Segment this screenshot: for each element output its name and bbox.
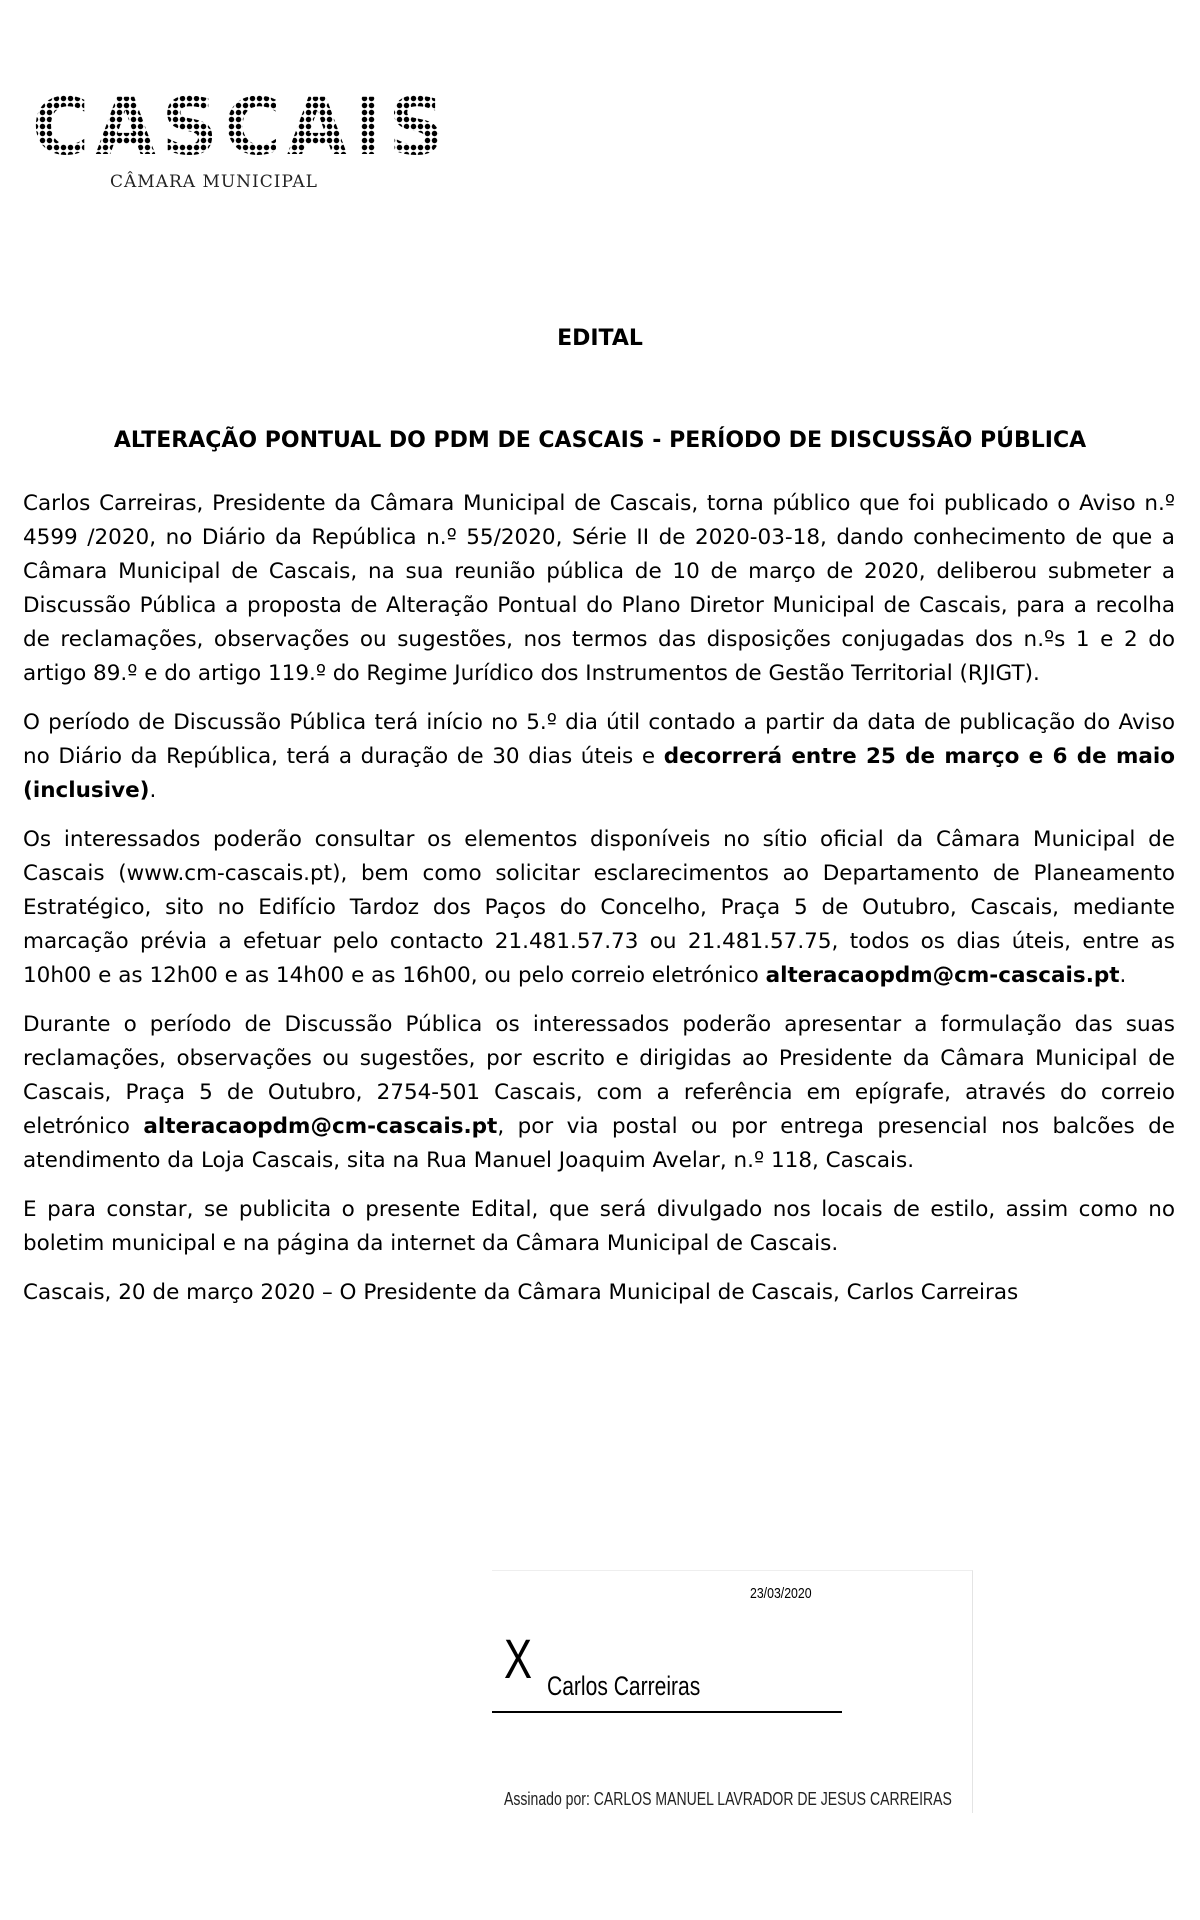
- email-link: alteracaopdm@cm-cascais.pt: [143, 1114, 498, 1139]
- signed-by-text: Assinado por: CARLOS MANUEL LAVRADOR DE JESUS CARREIRAS: [504, 1789, 952, 1809]
- paragraph-period-end: .: [149, 778, 157, 803]
- document-subtitle: ALTERAÇÃO PONTUAL DO PDM DE CASCAIS - PERÍODO DE DISCUSSÃO PÚBLICA: [113, 428, 1087, 453]
- paragraph-period: [23, 706, 1175, 808]
- paragraph-submissions-text: Durante o período de Discussão Pública os interessados poderão apresentar a formulação das suas reclamações, observações ou sugestões, por escrito e dirigidas ao Presidente da Câmara Municipal de Cascais, Praça 5 de Outubro, 2754-501 Cascais, com a referência em epígrafe, através do correio eletrónico: [23, 1012, 1175, 1139]
- paragraph-submissions-end: , por via postal ou por entrega presencial nos balcões de atendimento da Loja Cascais, sita na Rua Manuel Joaquim Avelar, n.º 118, Cascais.: [23, 1114, 1175, 1173]
- signature-name: Carlos Carreiras: [547, 1671, 701, 1701]
- logo-wordmark: CASCAIS: [32, 83, 451, 173]
- signature-line: [492, 1711, 842, 1713]
- paragraph-period-text: O período de Discussão Pública terá início no 5.º dia útil contado a partir da data de publicação do Aviso no Diário da República, terá a duração de 30 dias úteis e: [23, 710, 1175, 769]
- paragraph-consultation-text: Os interessados poderão consultar os elementos disponíveis no sítio oficial da Câmara Municipal de Cascais (www.cm-cascais.pt), bem como solicitar esclarecimentos ao Departamento de Planeamento Estratégico, sito no Edifício Tardoz dos Paços do Concelho, Praça 5 de Outubro, Cascais, mediante marcação prévia a efetuar pelo contacto 21.481.57.73 ou 21.481.57.75, todos os dias úteis, entre as 10h00 e as 12h00 e as 14h00 e as 16h00, ou pelo correio eletrónico: [23, 827, 1175, 988]
- digital-signature-box: [492, 1570, 973, 1813]
- paragraph-announcement: Carlos Carreiras, Presidente da Câmara Municipal de Cascais, torna público que foi publicado o Aviso n.º 4599 /2020, no Diário da República n.º 55/2020, Série II de 2020-03-18, dando conhecimento de que a Câmara Municipal de Cascais, na sua reunião pública de 10 de março de 2020, deliberou submeter a Discussão Pública a proposta de Alteração Pontual do Plano Diretor Municipal de Cascais, para a recolha de reclamações, observações ou sugestões, nos termos das disposições conjugadas dos n.ºs 1 e 2 do artigo 89.º e do artigo 119.º do Regime Jurídico dos Instrumentos de Gestão Territorial (RJIGT).: [23, 491, 1175, 686]
- signature-date: 23/03/2020: [750, 1585, 812, 1602]
- document-title: EDITAL: [557, 326, 643, 351]
- document-body: [23, 487, 1175, 1325]
- logo-subtitle: CÂMARA MUNICIPAL: [110, 172, 318, 192]
- paragraph-consultation-end: .: [1119, 963, 1127, 988]
- paragraph-date-signatory: Cascais, 20 de março 2020 – O Presidente da Câmara Municipal de Cascais, Carlos Carreiras: [23, 1280, 1019, 1305]
- period-dates: decorrerá entre 25 de março e 6 de maio (inclusive): [23, 744, 1175, 803]
- paragraph-consultation: [23, 823, 1175, 993]
- cascais-logo: [32, 83, 451, 198]
- email-link: alteracaopdm@cm-cascais.pt: [765, 963, 1120, 988]
- paragraph-submissions: [23, 1008, 1175, 1178]
- paragraph-publication: E para constar, se publicita o presente Edital, que será divulgado nos locais de estilo, assim como no boletim municipal e na página da internet da Câmara Municipal de Cascais.: [23, 1197, 1175, 1256]
- signature-mark: X: [504, 1627, 533, 1690]
